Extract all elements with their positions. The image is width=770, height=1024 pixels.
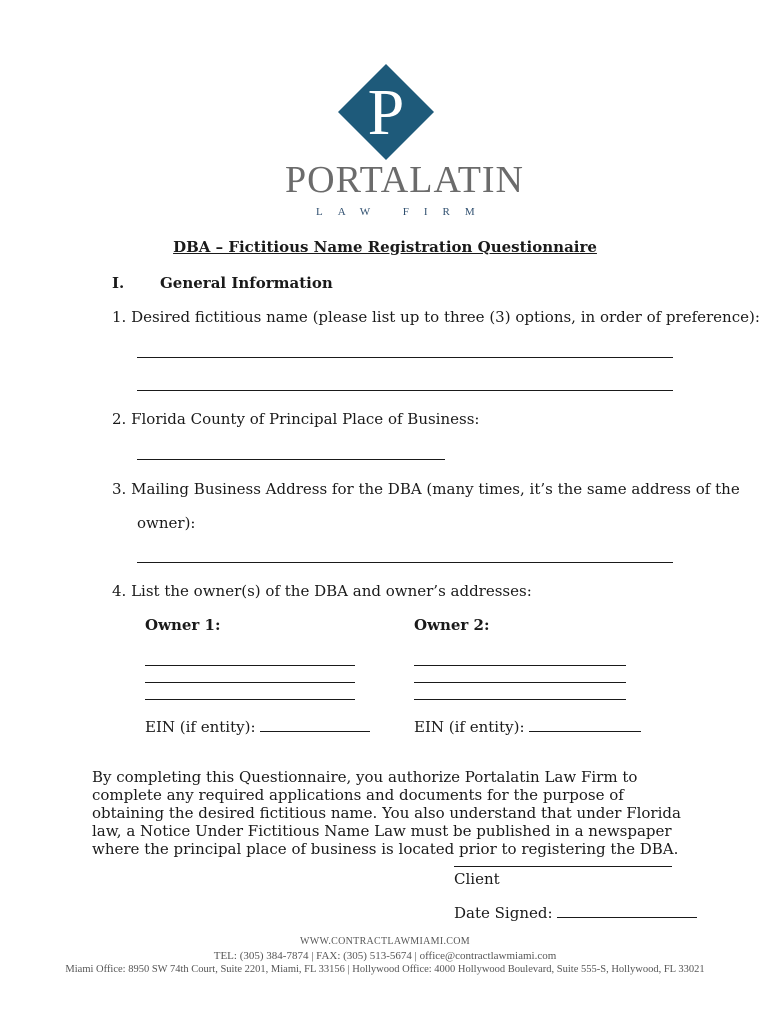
owner-2-line-3[interactable] [414, 699, 626, 700]
owner-2-ein [414, 718, 641, 736]
client-label: Client [454, 870, 500, 888]
footer-contact: TEL: (305) 384-7874 | FAX: (305) 513-5674 | office@contractlawmiami.com [213, 950, 557, 962]
footer-website: WWW.CONTRACTLAWMIAMI.COM [300, 936, 470, 947]
date-signed-line[interactable] [557, 917, 697, 918]
date-signed [454, 904, 697, 922]
owner-1-heading: Owner 1: [145, 616, 221, 634]
firm-subtitle: LAW FIRM [316, 206, 490, 218]
section-number: I. [112, 274, 125, 292]
question-4: 4. List the owner(s) of the DBA and owner’s addresses: [112, 582, 532, 600]
logo-monogram: P [367, 76, 405, 149]
authorization-paragraph: By completing this Questionnaire, you authorize Portalatin Law Firm to complete any required applications and documents for the purpose of obtaining the desired fictitious name. You also understand that under Florida law, a Notice Under Fictitious Name Law must be published in a newspaper where the principal place of business is located prior to registering the DBA. [92, 768, 681, 858]
owner-2-line-2[interactable] [414, 682, 626, 683]
question-3-continued: owner): [137, 514, 196, 532]
question-1: 1. Desired fictitious name (please list up to three (3) options, in order of preference): [112, 308, 760, 326]
date-signed-label: Date Signed: [454, 904, 553, 922]
owner-2-ein-line[interactable] [529, 731, 641, 732]
page-title: DBA – Fictitious Name Registration Questionnaire [173, 238, 597, 256]
client-signature-line[interactable] [454, 866, 672, 867]
owner-2-line-1[interactable] [414, 665, 626, 666]
owner-1-line-1[interactable] [145, 665, 355, 666]
owner-1-line-3[interactable] [145, 699, 355, 700]
county-line[interactable] [137, 459, 445, 460]
section-title: General Information [160, 274, 333, 292]
question-3: 3. Mailing Business Address for the DBA (many times, it’s the same address of the [112, 480, 740, 498]
owner-1-ein [145, 718, 370, 736]
owner-2-heading: Owner 2: [414, 616, 490, 634]
owner-1-line-2[interactable] [145, 682, 355, 683]
footer-offices: Miami Office: 8950 SW 74th Court, Suite 2201, Miami, FL 33156 | Hollywood Office: 4000 Hollywood Boulevard, Suite 555-S, Hollywood, FL 33021 [65, 964, 705, 975]
firm-logo [336, 62, 436, 162]
fictitious-name-line-2[interactable] [137, 390, 673, 391]
firm-name: PORTALATIN [285, 159, 525, 201]
fictitious-name-line-1[interactable] [137, 357, 673, 358]
owner-1-ein-line[interactable] [260, 731, 370, 732]
owner-1-ein-label: EIN (if entity): [145, 718, 256, 736]
mailing-address-line[interactable] [137, 562, 673, 563]
question-2: 2. Florida County of Principal Place of Business: [112, 410, 480, 428]
owner-2-ein-label: EIN (if entity): [414, 718, 525, 736]
